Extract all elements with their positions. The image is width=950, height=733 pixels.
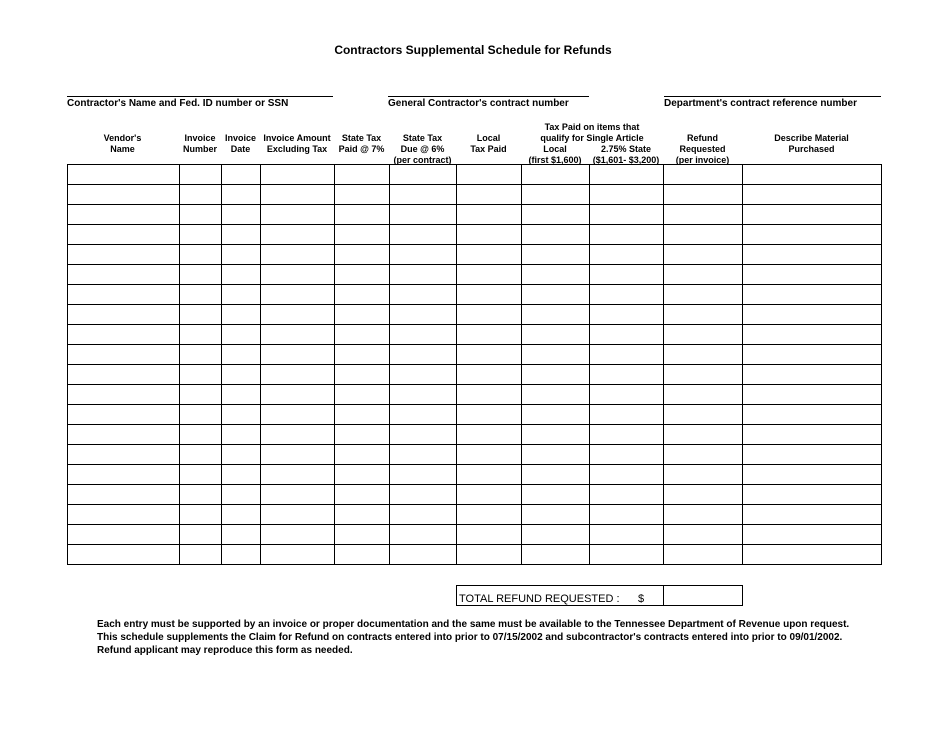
col-single-article-state: 2.75% State ($1,601- $3,200) [592, 144, 660, 165]
table-cell[interactable] [335, 405, 390, 425]
table-cell[interactable] [522, 385, 590, 405]
table-cell[interactable] [68, 345, 180, 365]
table-cell[interactable] [743, 425, 882, 445]
table-cell[interactable] [743, 205, 882, 225]
table-cell[interactable] [743, 525, 882, 545]
table-cell[interactable] [222, 305, 261, 325]
table-cell[interactable] [522, 305, 590, 325]
table-cell[interactable] [335, 205, 390, 225]
col-single-article-group: Tax Paid on items that qualify for Single Article [540, 122, 644, 143]
table-cell[interactable] [590, 385, 664, 405]
table-cell[interactable] [222, 385, 261, 405]
table-cell[interactable] [590, 205, 664, 225]
table-cell[interactable] [261, 445, 335, 465]
table-cell[interactable] [590, 425, 664, 445]
table-cell[interactable] [390, 325, 457, 345]
table-cell[interactable] [261, 365, 335, 385]
table-cell[interactable] [390, 445, 457, 465]
table-row [68, 405, 882, 425]
table-cell[interactable] [261, 305, 335, 325]
table-cell[interactable] [335, 285, 390, 305]
col-invoice-number: Invoice Number [182, 133, 217, 154]
table-cell[interactable] [522, 465, 590, 485]
table-cell[interactable] [457, 425, 522, 445]
table-cell[interactable] [664, 405, 743, 425]
table-cell[interactable] [261, 185, 335, 205]
table-cell[interactable] [180, 405, 222, 425]
table-cell[interactable] [68, 385, 180, 405]
col-refund-requested: Refund Requested (per invoice) [675, 133, 730, 165]
table-cell[interactable] [335, 465, 390, 485]
table-cell[interactable] [664, 505, 743, 525]
table-cell[interactable] [743, 265, 882, 285]
table-cell[interactable] [335, 345, 390, 365]
table-row [68, 365, 882, 385]
table-cell[interactable] [261, 505, 335, 525]
table-cell[interactable] [335, 485, 390, 505]
table-cell[interactable] [743, 225, 882, 245]
table-cell[interactable] [590, 285, 664, 305]
table-cell[interactable] [522, 185, 590, 205]
table-cell[interactable] [522, 345, 590, 365]
table-cell[interactable] [390, 305, 457, 325]
table-cell[interactable] [390, 185, 457, 205]
table-cell[interactable] [335, 305, 390, 325]
table-cell[interactable] [457, 385, 522, 405]
table-row [68, 525, 882, 545]
table-cell[interactable] [335, 225, 390, 245]
table-cell[interactable] [457, 345, 522, 365]
table-cell[interactable] [743, 245, 882, 265]
table-cell[interactable] [180, 265, 222, 285]
col-invoice-date: Invoice Date [224, 133, 256, 154]
table-cell[interactable] [68, 465, 180, 485]
table-row [68, 165, 882, 185]
table-cell[interactable] [664, 485, 743, 505]
table-cell[interactable] [68, 205, 180, 225]
table-cell[interactable] [261, 225, 335, 245]
table-row [68, 385, 882, 405]
table-cell[interactable] [261, 425, 335, 445]
note-line: This schedule supplements the Claim for Refund on contracts entered into prior to 07/15/2002 and subcontractor's contracts entered into prior to 09/01/2002. [97, 632, 843, 643]
table-cell[interactable] [68, 245, 180, 265]
table-cell[interactable] [180, 245, 222, 265]
table-cell[interactable] [180, 165, 222, 185]
table-row [68, 505, 882, 525]
table-cell[interactable] [222, 365, 261, 385]
contractor-name-field[interactable]: Contractor's Name and Fed. ID number or SSN [67, 96, 333, 110]
table-cell[interactable] [743, 485, 882, 505]
table-cell[interactable] [180, 385, 222, 405]
table-cell[interactable] [68, 305, 180, 325]
table-cell[interactable] [390, 265, 457, 285]
table-cell[interactable] [590, 325, 664, 345]
table-cell[interactable] [261, 485, 335, 505]
currency-symbol: $ [638, 593, 645, 605]
table-cell[interactable] [457, 165, 522, 185]
table-cell[interactable] [743, 505, 882, 525]
table-cell[interactable] [522, 225, 590, 245]
table-cell[interactable] [390, 225, 457, 245]
table-row [68, 305, 882, 325]
table-cell[interactable] [457, 325, 522, 345]
table-cell[interactable] [68, 285, 180, 305]
table-cell[interactable] [743, 345, 882, 365]
table-cell[interactable] [457, 465, 522, 485]
table-cell[interactable] [664, 205, 743, 225]
table-cell[interactable] [664, 365, 743, 385]
table-cell[interactable] [390, 545, 457, 565]
table-cell[interactable] [522, 545, 590, 565]
table-cell[interactable] [68, 445, 180, 465]
table-cell[interactable] [222, 185, 261, 205]
table-cell[interactable] [335, 525, 390, 545]
table-cell[interactable] [390, 245, 457, 265]
table-row [68, 245, 882, 265]
table-cell[interactable] [522, 445, 590, 465]
table-cell[interactable] [390, 405, 457, 425]
table-cell[interactable] [180, 445, 222, 465]
table-cell[interactable] [743, 465, 882, 485]
table-cell[interactable] [68, 325, 180, 345]
table-cell[interactable] [261, 265, 335, 285]
table-cell[interactable] [68, 485, 180, 505]
table-cell[interactable] [68, 225, 180, 245]
table-cell[interactable] [390, 525, 457, 545]
table-row [68, 445, 882, 465]
table-cell[interactable] [590, 445, 664, 465]
table-row [68, 345, 882, 365]
table-cell[interactable] [390, 465, 457, 485]
table-cell[interactable] [664, 525, 743, 545]
table-row [68, 205, 882, 225]
table-cell[interactable] [664, 245, 743, 265]
table-cell[interactable] [261, 465, 335, 485]
table-cell[interactable] [180, 325, 222, 345]
table-cell[interactable] [664, 345, 743, 365]
table-cell[interactable] [457, 305, 522, 325]
table-cell[interactable] [664, 225, 743, 245]
table-row [68, 285, 882, 305]
table-cell[interactable] [743, 325, 882, 345]
table-row [68, 485, 882, 505]
table-cell[interactable] [180, 225, 222, 245]
table-cell[interactable] [222, 165, 261, 185]
table-cell[interactable] [457, 365, 522, 385]
table-cell[interactable] [261, 285, 335, 305]
table-cell[interactable] [335, 325, 390, 345]
table-cell[interactable] [180, 205, 222, 225]
table-cell[interactable] [522, 205, 590, 225]
table-cell[interactable] [457, 525, 522, 545]
table-cell[interactable] [590, 225, 664, 245]
table-cell[interactable] [590, 165, 664, 185]
form-title: Contractors Supplemental Schedule for Refunds [334, 43, 612, 57]
table-cell[interactable] [457, 245, 522, 265]
table-cell[interactable] [68, 185, 180, 205]
table-cell[interactable] [335, 505, 390, 525]
table-cell[interactable] [457, 265, 522, 285]
table-cell[interactable] [457, 505, 522, 525]
table-cell[interactable] [664, 305, 743, 325]
table-cell[interactable] [743, 385, 882, 405]
col-describe-material: Describe Material Purchased [774, 133, 849, 154]
table-cell[interactable] [222, 425, 261, 445]
table-cell[interactable] [261, 205, 335, 225]
table-cell[interactable] [180, 185, 222, 205]
table-cell[interactable] [457, 485, 522, 505]
table-cell[interactable] [180, 485, 222, 505]
table-cell[interactable] [664, 465, 743, 485]
table-cell[interactable] [180, 365, 222, 385]
table-cell[interactable] [590, 245, 664, 265]
table-row [68, 425, 882, 445]
col-single-article-local: Local (first $1,600) [528, 144, 582, 165]
table-cell[interactable] [180, 425, 222, 445]
table-cell[interactable] [180, 465, 222, 485]
table-cell[interactable] [590, 505, 664, 525]
table-cell[interactable] [222, 445, 261, 465]
table-cell[interactable] [390, 485, 457, 505]
table-cell[interactable] [222, 205, 261, 225]
table-cell[interactable] [664, 325, 743, 345]
table-cell[interactable] [664, 425, 743, 445]
table-cell[interactable] [743, 305, 882, 325]
table-cell[interactable] [590, 185, 664, 205]
table-row [68, 545, 882, 565]
form-notes [97, 618, 849, 657]
table-cell[interactable] [743, 185, 882, 205]
table-cell[interactable] [335, 245, 390, 265]
table-cell[interactable] [335, 265, 390, 285]
table-cell[interactable] [222, 325, 261, 345]
table-cell[interactable] [522, 485, 590, 505]
table-cell[interactable] [743, 445, 882, 465]
table-cell[interactable] [590, 485, 664, 505]
table-cell[interactable] [68, 545, 180, 565]
col-vendor-name: Vendor's Name [103, 133, 142, 154]
table-cell[interactable] [222, 405, 261, 425]
table-cell[interactable] [390, 505, 457, 525]
table-cell[interactable] [180, 545, 222, 565]
table-cell[interactable] [390, 345, 457, 365]
table-cell[interactable] [68, 425, 180, 445]
table-cell[interactable] [222, 265, 261, 285]
table-cell[interactable] [180, 305, 222, 325]
table-cell[interactable] [261, 405, 335, 425]
table-cell[interactable] [390, 365, 457, 385]
table-cell[interactable] [590, 465, 664, 485]
table-row [68, 225, 882, 245]
table-cell[interactable] [222, 225, 261, 245]
table-cell[interactable] [457, 285, 522, 305]
table-cell[interactable] [743, 285, 882, 305]
table-cell[interactable] [522, 525, 590, 545]
department-reference-field[interactable]: Department's contract reference number [664, 96, 881, 110]
table-cell[interactable] [590, 305, 664, 325]
table-cell[interactable] [590, 345, 664, 365]
table-cell[interactable] [335, 445, 390, 465]
table-cell[interactable] [522, 365, 590, 385]
table-cell[interactable] [335, 385, 390, 405]
table-cell[interactable] [664, 285, 743, 305]
table-cell[interactable] [222, 285, 261, 305]
note-line: Refund applicant may reproduce this form as needed. [97, 645, 353, 656]
table-cell[interactable] [457, 185, 522, 205]
table-cell[interactable] [261, 385, 335, 405]
table-cell[interactable] [590, 265, 664, 285]
table-cell[interactable] [522, 505, 590, 525]
table-cell[interactable] [261, 245, 335, 265]
table-cell[interactable] [335, 425, 390, 445]
table-cell[interactable] [222, 545, 261, 565]
table-cell[interactable] [457, 545, 522, 565]
table-cell[interactable] [222, 345, 261, 365]
table-cell[interactable] [222, 465, 261, 485]
total-refund-input[interactable] [663, 585, 743, 606]
table-cell[interactable] [522, 245, 590, 265]
total-refund-label: TOTAL REFUND REQUESTED : [459, 593, 620, 605]
table-cell[interactable] [222, 505, 261, 525]
table-cell[interactable] [390, 425, 457, 445]
table-cell[interactable] [390, 385, 457, 405]
table-cell[interactable] [261, 345, 335, 365]
table-cell[interactable] [522, 405, 590, 425]
table-cell[interactable] [743, 165, 882, 185]
table-cell[interactable] [743, 545, 882, 565]
table-cell[interactable] [222, 525, 261, 545]
table-row [68, 465, 882, 485]
table-cell[interactable] [743, 365, 882, 385]
table-cell[interactable] [664, 265, 743, 285]
table-cell[interactable] [590, 365, 664, 385]
table-cell[interactable] [335, 165, 390, 185]
table-cell[interactable] [457, 445, 522, 465]
table-cell[interactable] [222, 245, 261, 265]
table-cell[interactable] [180, 285, 222, 305]
table-cell[interactable] [180, 505, 222, 525]
col-state-tax-due: State Tax Due @ 6% (per contract) [393, 133, 452, 165]
table-row [68, 325, 882, 345]
col-state-tax-paid: State Tax Paid @ 7% [338, 133, 385, 154]
table-cell[interactable] [522, 165, 590, 185]
table-cell[interactable] [335, 545, 390, 565]
refund-schedule-table [67, 164, 882, 565]
table-cell[interactable] [390, 285, 457, 305]
table-cell[interactable] [522, 285, 590, 305]
table-cell[interactable] [590, 405, 664, 425]
table-cell[interactable] [457, 405, 522, 425]
table-cell[interactable] [664, 185, 743, 205]
note-line: Each entry must be supported by an invoice or proper documentation and the same must be available to the Tennessee Department of Revenue upon request. [97, 619, 850, 630]
table-cell[interactable] [335, 185, 390, 205]
table-row [68, 265, 882, 285]
col-invoice-amount: Invoice Amount Excluding Tax [263, 133, 331, 154]
table-cell[interactable] [261, 525, 335, 545]
table-row [68, 185, 882, 205]
table-cell[interactable] [522, 425, 590, 445]
table-cell[interactable] [664, 165, 743, 185]
table-cell[interactable] [590, 545, 664, 565]
table-cell[interactable] [261, 545, 335, 565]
table-cell[interactable] [390, 165, 457, 185]
table-cell[interactable] [68, 505, 180, 525]
table-cell[interactable] [743, 405, 882, 425]
table-cell[interactable] [664, 545, 743, 565]
table-cell[interactable] [590, 525, 664, 545]
table-cell[interactable] [68, 365, 180, 385]
table-cell[interactable] [180, 345, 222, 365]
table-cell[interactable] [664, 445, 743, 465]
table-cell[interactable] [522, 265, 590, 285]
table-cell[interactable] [68, 525, 180, 545]
table-cell[interactable] [390, 205, 457, 225]
table-cell[interactable] [222, 485, 261, 505]
table-cell[interactable] [664, 385, 743, 405]
table-cell[interactable] [522, 325, 590, 345]
table-cell[interactable] [261, 325, 335, 345]
table-cell[interactable] [457, 225, 522, 245]
table-cell[interactable] [457, 205, 522, 225]
table-cell[interactable] [180, 525, 222, 545]
table-cell[interactable] [68, 165, 180, 185]
table-cell[interactable] [261, 165, 335, 185]
general-contract-field[interactable]: General Contractor's contract number [388, 96, 589, 110]
col-local-tax-paid: Local Tax Paid [470, 133, 507, 154]
table-cell[interactable] [335, 365, 390, 385]
table-cell[interactable] [68, 265, 180, 285]
table-cell[interactable] [68, 405, 180, 425]
